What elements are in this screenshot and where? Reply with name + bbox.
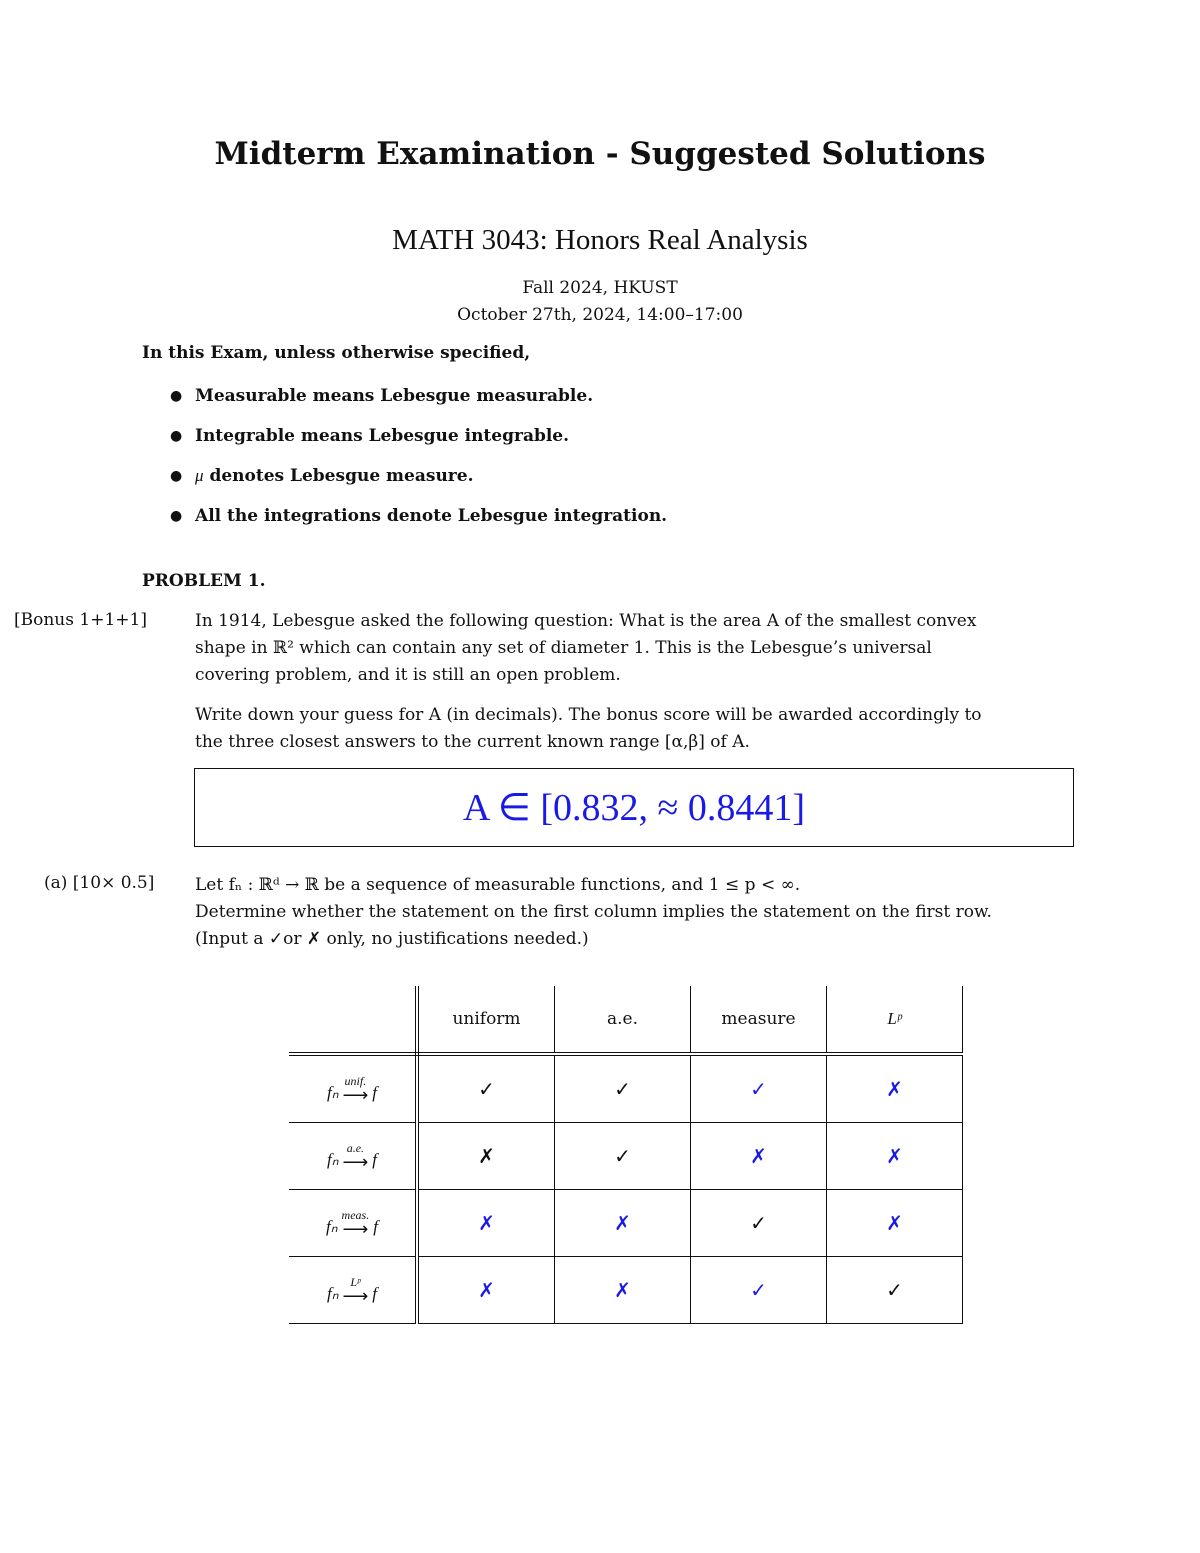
table-cell [827, 1257, 963, 1324]
answer-text: A ∈ [0.832, ≈ 0.8441] [462, 787, 806, 829]
table-corner [289, 986, 417, 1054]
term-line: Fall 2024, HKUST [522, 278, 678, 298]
column-header-uniform: uniform [417, 986, 555, 1054]
bullet-icon: ● [170, 428, 183, 444]
check-icon: ✓ [750, 1077, 767, 1101]
assumptions-list [170, 373, 667, 533]
assumptions-intro: In this Exam, unless otherwise specified, [142, 343, 531, 363]
table-row [289, 1123, 963, 1190]
check-icon: ✓ [614, 1077, 631, 1101]
table-row [289, 1190, 963, 1257]
row-header: fₙ unif. ⟶ f [289, 1054, 417, 1123]
convergence-arrow: Lᵖ ⟶ [342, 1275, 369, 1306]
problem-heading: PROBLEM 1. [142, 571, 266, 591]
bonus-instruction: Write down your guess for A (in decimals). The bonus score will be awarded accordingly to the three closest answers to the current known range [α,β] of A. [195, 705, 982, 752]
check-icon: ✓ [750, 1278, 767, 1302]
part-a-question: Let fₙ : ℝᵈ → ℝ be a sequence of measurable functions, and 1 ≤ p < ∞. Determine whether the statement on the first column implies the statement on the first row. (Input a ✓or ✗ only, no justifications needed.) [195, 875, 992, 949]
convergence-arrow: a.e. ⟶ [342, 1141, 369, 1172]
table-cell [555, 1190, 691, 1257]
bonus-tag: [Bonus 1+1+1] [14, 610, 147, 630]
cross-icon: ✗ [478, 1211, 495, 1235]
table-row [289, 1257, 963, 1324]
table-cell [417, 1123, 555, 1190]
check-icon: ✓ [886, 1278, 903, 1302]
bullet-icon: ● [170, 388, 183, 404]
mu-symbol: μ [195, 466, 204, 485]
cross-icon: ✗ [886, 1144, 903, 1168]
column-header-ae: a.e. [555, 986, 691, 1054]
table-cell [691, 1190, 827, 1257]
cross-icon: ✗ [478, 1144, 495, 1168]
list-item: ● All the integrations denote Lebesgue integration. [170, 493, 667, 533]
list-item: ● Measurable means Lebesgue measurable. [170, 373, 667, 413]
convergence-arrow: meas. ⟶ [341, 1208, 370, 1239]
part-a-tag: (a) [10× 0.5] [44, 873, 155, 893]
table-cell [555, 1054, 691, 1123]
date-line: October 27th, 2024, 14:00–17:00 [457, 305, 743, 325]
row-header: fₙ a.e. ⟶ f [289, 1123, 417, 1190]
row-header: fₙ Lᵖ ⟶ f [289, 1257, 417, 1324]
document-title: Midterm Examination - Suggested Solutions [214, 136, 986, 172]
answer-box [194, 768, 1074, 847]
row-header: fₙ meas. ⟶ f [289, 1190, 417, 1257]
list-item: ● Integrable means Lebesgue integrable. [170, 413, 667, 453]
column-header-measure: measure [691, 986, 827, 1054]
table-cell [417, 1054, 555, 1123]
list-item: ● μ denotes Lebesgue measure. [170, 453, 667, 493]
cross-icon: ✗ [614, 1211, 631, 1235]
table-cell [691, 1123, 827, 1190]
bullet-icon: ● [170, 508, 183, 524]
column-header-lp: Lᵖ [827, 986, 963, 1054]
table-cell [827, 1054, 963, 1123]
table-cell [827, 1123, 963, 1190]
course-title: MATH 3043: Honors Real Analysis [392, 224, 808, 256]
table-cell [827, 1190, 963, 1257]
table-cell [691, 1054, 827, 1123]
check-icon: ✓ [478, 1077, 495, 1101]
check-icon: ✓ [750, 1211, 767, 1235]
cross-icon: ✗ [750, 1144, 767, 1168]
convergence-arrow: unif. ⟶ [342, 1074, 369, 1105]
table-cell [555, 1257, 691, 1324]
table-cell [691, 1257, 827, 1324]
bullet-icon: ● [170, 468, 183, 484]
bonus-question: In 1914, Lebesgue asked the following question: What is the area A of the smallest convex shape in ℝ² which can contain any set of diameter 1. This is the Lebesgue’s universal covering problem, and it is still an open problem. [195, 611, 977, 685]
table-cell [417, 1190, 555, 1257]
cross-icon: ✗ [478, 1278, 495, 1302]
cross-icon: ✗ [886, 1211, 903, 1235]
check-icon: ✓ [614, 1144, 631, 1168]
cross-icon: ✗ [614, 1278, 631, 1302]
table-cell [555, 1123, 691, 1190]
cross-icon: ✗ [886, 1077, 903, 1101]
convergence-table [289, 986, 963, 1324]
table-cell [417, 1257, 555, 1324]
table-row [289, 1054, 963, 1123]
